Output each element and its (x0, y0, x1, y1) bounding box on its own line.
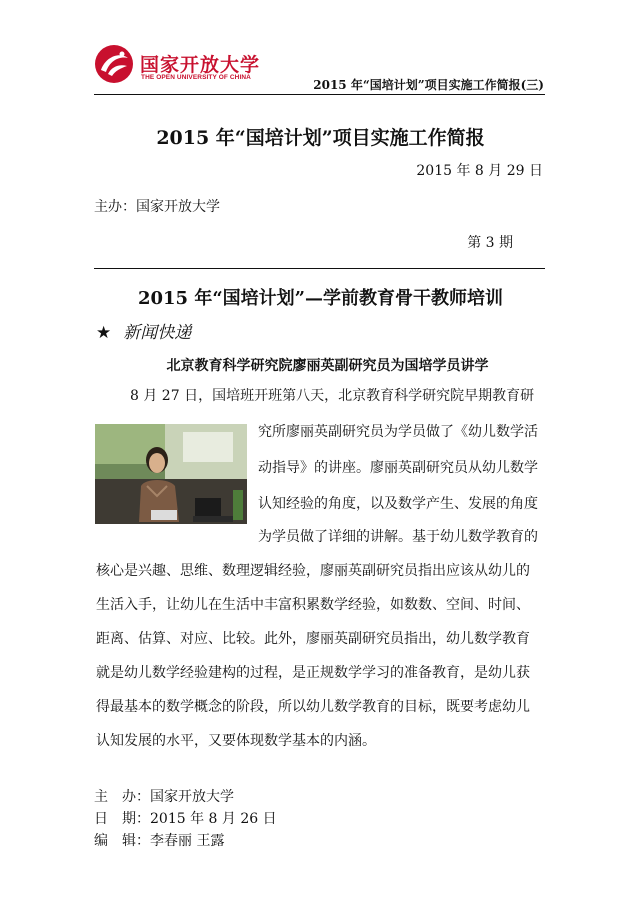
footer-editor (94, 830, 224, 850)
university-logo-icon (94, 44, 134, 84)
document-sponsor: 主办：国家开放大学 (94, 199, 220, 215)
news-heading (96, 318, 191, 343)
document-date: 2015 年 8 月 29 日 (416, 163, 543, 179)
article-line: 认知发展的水平，又要体现数学基本的内涵。 (96, 733, 376, 749)
footer-date-value: 2015 年 8 月 26 日 (150, 811, 277, 827)
article-line: 8 月 27 日，国培班开班第八天，北京教育科学研究院早期教育研 (130, 388, 535, 404)
document-header-title: 2015 年“国培计划”项目实施工作简报(三) (313, 78, 544, 92)
article-line: 动指导》的讲座。廖丽英副研究员从幼儿数学 (258, 460, 538, 476)
article-line: 生活入手，让幼儿在生活中丰富积累数学经验，如数数、空间、时间、 (96, 597, 530, 613)
article-line: 核心是兴趣、思维、数理逻辑经验，廖丽英副研究员指出应该从幼儿的 (96, 563, 530, 579)
footer-date-label: 日 期： (94, 811, 150, 827)
article-line: 认知经验的角度，以及数学产生、发展的角度 (258, 496, 538, 512)
lecture-photo (95, 424, 247, 524)
footer-host-label: 主 办： (94, 789, 150, 805)
article-line: 究所廖丽英副研究员为学员做了《幼儿数学活 (258, 424, 538, 440)
footer-editor-value: 李春丽 王露 (150, 833, 225, 849)
footer-host-value: 国家开放大学 (150, 789, 234, 805)
article-line: 得最基本的数学概念的阶段，所以幼儿数学教育的目标，既要考虑幼儿 (96, 699, 530, 715)
header-divider (94, 94, 545, 95)
footer-host (94, 786, 234, 806)
article-line: 就是幼儿数学经验建构的过程，是正规数学学习的准备教育，是幼儿获 (96, 665, 530, 681)
article-line: 距离、估算、对应、比较。此外，廖丽英副研究员指出，幼儿数学教育 (96, 631, 530, 647)
article-title: 北京教育科学研究院廖丽英副研究员为国培学员讲学 (166, 358, 489, 374)
news-label: 新闻快递 (123, 323, 192, 343)
section-divider (94, 268, 545, 269)
article-line: 为学员做了详细的讲解。基于幼儿数学教育的 (258, 529, 538, 545)
issue-number: 第 3 期 (467, 235, 513, 251)
section-title: 2015 年“国培计划”—学前教育骨干教师培训 (137, 288, 504, 309)
page-title: 2015 年“国培计划”项目实施工作简报 (156, 127, 485, 149)
logo-chinese-name: 国家开放大学 (140, 54, 261, 76)
footer-editor-label: 编 辑： (94, 833, 150, 849)
star-icon: ★ (96, 323, 112, 343)
logo-english-name: THE OPEN UNIVERSITY OF CHINA (141, 74, 251, 81)
footer-date (94, 808, 277, 828)
